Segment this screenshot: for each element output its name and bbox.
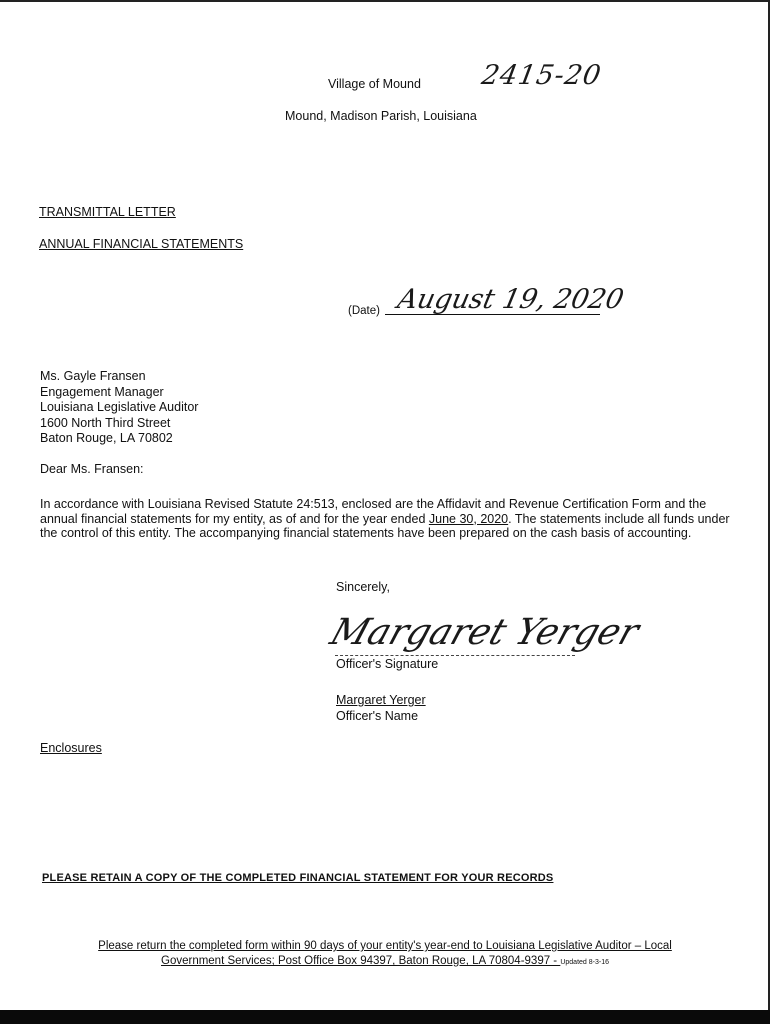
recipient-title: Engagement Manager: [40, 385, 164, 399]
transmittal-title: TRANSMITTAL LETTER: [39, 205, 176, 219]
footer-line-1: Please return the completed form within 90 days of your entity's year-end to Louisiana Legislative Auditor – Local: [98, 940, 672, 952]
signature-label: Officer's Signature: [336, 657, 439, 671]
page-border-top: [0, 0, 770, 2]
year-end-date: June 30, 2020: [428, 511, 509, 526]
village-name: Village of Mound: [328, 77, 421, 91]
recipient-name: Ms. Gayle Fransen: [40, 369, 146, 383]
footer-address: Government Services; Post Office Box 94397, Baton Rouge, LA 70804-9397 -: [161, 955, 561, 967]
page-border-bottom: [0, 1010, 770, 1024]
footer-line-2: [0, 955, 770, 967]
letter-body-part1: In accordance with Louisiana Revised Statute 24:513, enclosed are the Affidavit and Revenue Certification Form and the annual financial statements for my entity, as of and for the year ended: [40, 497, 707, 526]
updated-date: Updated 8-3-16: [560, 959, 609, 966]
signature-line: [335, 655, 575, 656]
recipient-org: Louisiana Legislative Auditor: [40, 400, 199, 414]
recipient-city: Baton Rouge, LA 70802: [40, 431, 173, 445]
date-label: (Date): [348, 305, 380, 317]
retain-copy-notice: PLEASE RETAIN A COPY OF THE COMPLETED FINANCIAL STATEMENT FOR YOUR RECORDS: [42, 872, 554, 884]
statements-title: ANNUAL FINANCIAL STATEMENTS: [39, 237, 244, 251]
letter-body-part2: . The statements include all funds under the control of this entity. The accompanying financial statements have been prepared on the cash basis of accounting.: [40, 511, 730, 540]
handwritten-document-number: 2415-20: [479, 60, 604, 91]
letter-body: [40, 497, 740, 541]
handwritten-date: August 19, 2020: [394, 284, 627, 315]
handwritten-signature: Margaret Yerger: [325, 612, 644, 653]
enclosures-label: Enclosures: [40, 741, 102, 755]
recipient-street: 1600 North Third Street: [40, 416, 171, 430]
officer-name: Margaret Yerger: [336, 693, 426, 707]
village-location: Mound, Madison Parish, Louisiana: [285, 109, 477, 123]
closing: Sincerely,: [336, 580, 390, 594]
salutation: Dear Ms. Fransen:: [40, 462, 144, 476]
officer-name-label: Officer's Name: [336, 709, 419, 723]
